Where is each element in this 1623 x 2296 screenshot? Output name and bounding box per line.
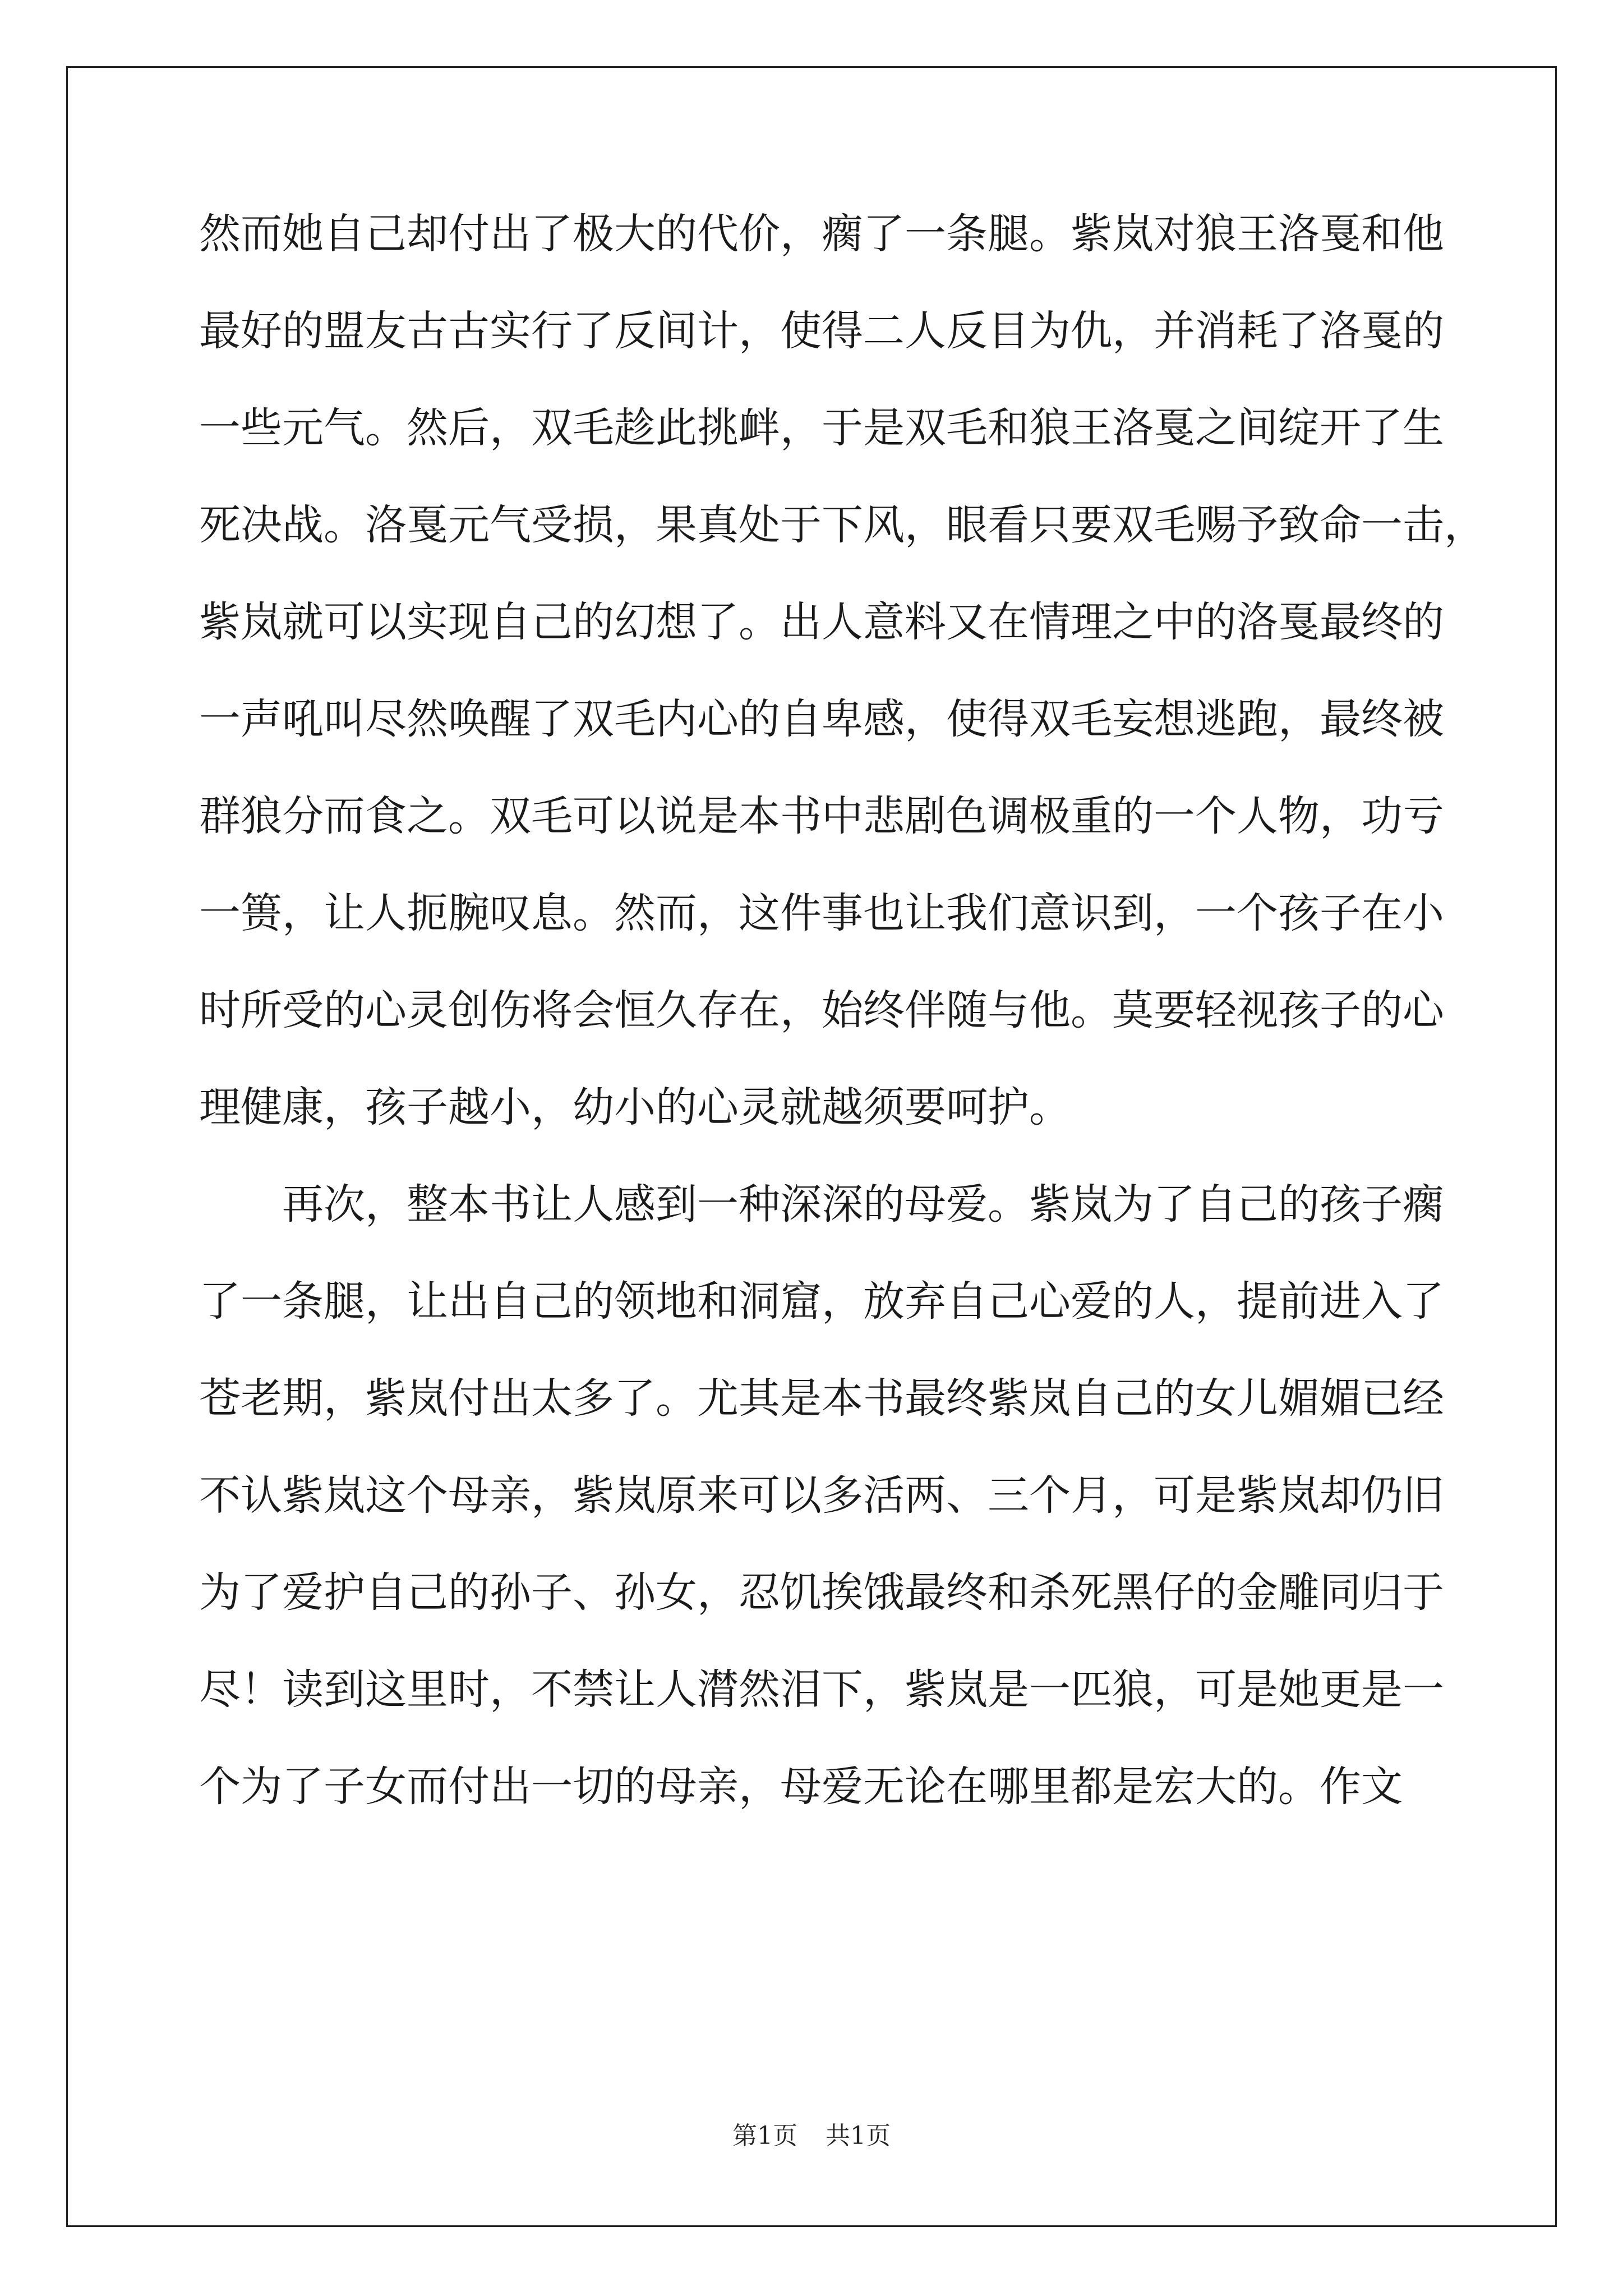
text-line: 理健康，孩子越小，幼小的心灵就越须要呵护。 [199,1083,1071,1131]
text-line: 然而她自己却付出了极大的代价，瘸了一条腿。紫岚对狼王洛戛和他 [199,210,1444,258]
text-line: 了一条腿，让出自己的领地和洞窟，放弃自己心爱的人，提前进入了 [199,1277,1444,1326]
text-line: 最好的盟友古古实行了反间计，使得二人反目为仇，并消耗了洛戛的 [199,307,1444,355]
text-line: 为了爱护自己的孙子、孙女，忍饥挨饿最终和杀死黑仔的金雕同归于 [199,1568,1444,1617]
text-line: 一篑，让人扼腕叹息。然而，这件事也让我们意识到，一个孩子在小 [199,889,1444,937]
text-line: 尽！读到这里时，不禁让人潸然泪下，紫岚是一匹狼，可是她更是一 [199,1665,1444,1714]
text-line: 苍老期，紫岚付出太多了。尤其是本书最终紫岚自己的女儿媚媚已经 [199,1374,1444,1423]
text-line: 不认紫岚这个母亲，紫岚原来可以多活两、三个月，可是紫岚却仍旧 [199,1471,1444,1520]
page-total: 共1页 [826,2122,891,2150]
text-line: 紫岚就可以实现自己的幻想了。出人意料又在情理之中的洛戛最终的 [199,598,1444,646]
text-line: 一声吼叫尽然唤醒了双毛内心的自卑感，使得双毛妄想逃跑，最终被 [199,695,1444,743]
text-line: 个为了子女而付出一切的母亲，母爱无论在哪里都是宏大的。作文 [199,1763,1403,1811]
page-number: 第1页 [732,2122,797,2150]
text-line: 时所受的心灵创伤将会恒久存在，始终伴随与他。莫要轻视孩子的心 [199,986,1444,1034]
document-body [199,210,1486,1863]
text-line: 群狼分而食之。双毛可以说是本书中悲剧色调极重的一个人物，功亏 [199,792,1444,840]
text-line: 再次，整本书让人感到一种深深的母爱。紫岚为了自己的孩子瘸 [282,1180,1444,1228]
text-line: 一些元气。然后，双毛趁此挑衅，于是双毛和狼王洛戛之间绽开了生 [199,404,1444,452]
page-footer [0,2122,1623,2150]
text-line: 死决战。洛戛元气受损，果真处于下风，眼看只要双毛赐予致命一击， [199,501,1486,549]
